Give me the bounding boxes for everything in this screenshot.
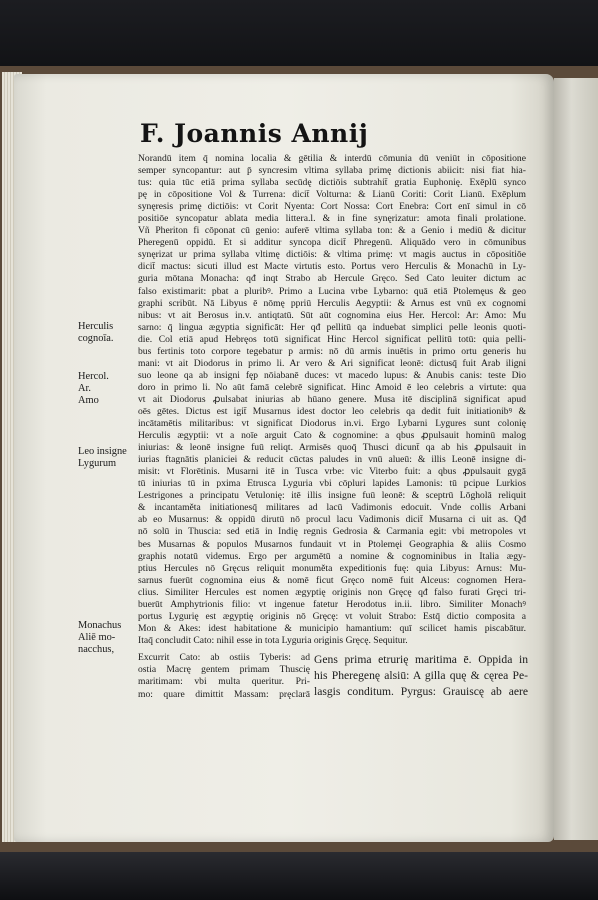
- binding-top: [0, 0, 598, 66]
- text-line: ab eo Musarnus: & oppidū dirutū nō procul lacu Vadimonis dicit̄ Musarna ci uit as. Qđ: [138, 514, 526, 526]
- text-line: portus Lygurię est ægyptię originis nō Gręcę: vt voluit Strabo: Estq̄ dictio composita a: [138, 610, 526, 622]
- margin-note-leo-insigne: [78, 446, 138, 470]
- text-line: sarno: q̄ lingua ægyptia significāt: Her qđ pellitū qa induebat simplici pelle leonis quoti-: [138, 321, 526, 333]
- margin-note-line: Leo insigne: [78, 446, 127, 457]
- text-line: tus: quia tūc etiā prima syllaba secūdę dictiōis subtrahit̄ gratia Euphonię. Exēplū synco: [138, 177, 526, 189]
- text-line: iurias ftagnātis planiciei & reducit cūctas paludes in vnū alueū: & illis Leonē insigne di-: [138, 454, 526, 466]
- margin-note-line: Ar.: [78, 383, 91, 395]
- text-line: Pheregenū oppidū. Et si additur syncopa dicit̄ Phregenū. Aliquādo vero in cōmunibus: [138, 237, 526, 249]
- binding-bottom: [0, 852, 598, 900]
- margin-note-line: Monachus: [78, 620, 122, 631]
- margin-note-hercol: [78, 371, 138, 408]
- text-line: dicit̄ mactus: sicuti illud est Macte virtutis esto. Portus vero Herculis & Monachū in Ly-: [138, 261, 526, 273]
- text-line: oēs gētes. Dictus est igit̄ Musarnus idest doctor leo celebris qa dedit fuit initiationibꝰ &: [138, 405, 526, 417]
- main-text-block: [138, 153, 526, 647]
- text-line: his Pheregenę alsiū: A gilla quę & cęrea Pe-: [314, 669, 528, 682]
- text-line: Norandū item q̄ nomina localia & gētilia & interdū cōmunia dū veniūt in cōpositione: [138, 153, 526, 164]
- text-line: mo: quare dimittit Massam: pręclarā: [138, 688, 310, 700]
- text-line: mani: vt ait Diodorus in primo li. Ar vero & Ari significat leonē: dictusq̄ fuit Arab iligni: [138, 357, 526, 369]
- text-line: ostia Macrę gentem primam Thuscię: [138, 664, 310, 676]
- text-line: Vñ Pheriton fi cōponat cū genio: auferē vltima syllaba ton: & a Genio i mediū & dicitur: [138, 225, 526, 237]
- text-line: & incantaměta initiationesq̄ militares ad lacū Vadimonis edocuit. Vnde collis Arbani: [138, 502, 526, 514]
- text-line: graphi scribūt. Nā Libyus ē nōmę ppriū Herculis Aegyptii: & Arnus est vnū ex cognomi: [138, 297, 526, 309]
- text-line: Itaq̄ concludit Cato: nihil esse in tota Lyguria originis Gręcę. Sequitur.: [138, 634, 408, 646]
- text-line: maritimam: vbi multa queritur. Pri-: [138, 676, 310, 688]
- text-line: Excurrit Cato: ab ostiis Tyberis: ad: [138, 652, 310, 663]
- margin-note-line: Amo: [78, 395, 99, 407]
- text-line: Lestrigones a principatu Vetulonię: itē illis insigne fuū leonē: & sceptrū Lōgholā reliquit: [138, 490, 526, 502]
- running-head: F. Joannis Annij: [140, 119, 369, 148]
- text-line: falso existimarit: pbat a pluribꝰ. Primo a Lucina vrbe Lybarno: quā etiā Ptolemęus & geo: [138, 285, 526, 297]
- margin-note-line: Aliē mo-: [78, 632, 116, 644]
- text-line: misit: vt Florētinis. Musarni itē in Tusca vrbe: vic Viterbo fuit: a qbus ꝓpulsauit gygā: [138, 466, 526, 478]
- text-line: iniurias: & leonē insigne fuū reliqt. Armisēs quoq̄ Thusci dicunt̄ qa ab his ꝓpulsauit in: [138, 442, 526, 454]
- text-line: positiōe syncopatur ablata media littera.l. & in fine synęrizatur: amota finali prolatione.: [138, 213, 526, 225]
- text-line: graphis notatū videmus. Ergo per argumētū a nomine & cognominibus in Italia ægy-: [138, 550, 526, 562]
- text-line: semper syncopantur: aut p̄ syncresim vltima syllaba primę dictionis abiicit: nisi fiat hia-: [138, 165, 526, 177]
- margin-note-herculis: [78, 321, 138, 345]
- text-line: clius. Similiter Hercules est nomen ægyptię originis non Gręcę qđ falso furati Gręci tri-: [138, 586, 526, 598]
- text-line: die. Col etiā apud Hebręos totū significat Hinc Hercol significat pellitū totū: quia pelli-: [138, 333, 526, 345]
- text-line: guria mōtana Monacha: qđ inqt Strabo ab Hercule Gręco. Sed Cato leuiter dictum ac: [138, 273, 526, 285]
- text-line: synęrizat ur prima syllaba vltimę dictiōis: & vltima primę: vt magis auctus in cōpositiōe: [138, 249, 526, 261]
- text-line: Herculis ægyptii: vt a noīe arguit Cato & cognomine: a qbus ꝓpulsauit hominū malog: [138, 430, 526, 442]
- text-line: doro in primo li. No aūt famā celebrē significat. Hinc Amoid ē leo celebris a virtute: qua: [138, 381, 526, 393]
- text-line: bus fertinis toto corpore tegebatur p armis: nō dū armis inuētis in primo ortu generis hu: [138, 345, 526, 357]
- facing-page-edge: [554, 78, 598, 840]
- margin-note-line: cognoīa.: [78, 333, 114, 345]
- text-line: ptius Hercules nō Gręcus reliquit monuměta expeditionis fuę: quia Libyus: Arnus: Mu-: [138, 562, 526, 574]
- margin-note-line: Herculis: [78, 321, 114, 332]
- source-text-column-right: [314, 652, 528, 700]
- text-line: Gens prima etrurię maritima ē. Oppida in: [314, 653, 528, 666]
- text-line: bes Musarnas & populos Musarnos fundauit vt in Ptolemęi Geographia & aliis Cosmo: [138, 538, 526, 550]
- text-line: nibus: vt ait Berosus in.v. antiqtatū. Sūt aūt cognomina eius Her. Hercol: Ar: Amo: Mu: [138, 309, 526, 321]
- text-line: pę in cōpositione Vol & Turrena: dicit̄ Volturna: & Lianū Coriti: Corit Lianū. Exēplum: [138, 189, 526, 201]
- text-line: tū iniurias tū in pxima Etrusca Lyguria vbi cōpluri lapides Lamonis: tū pcipue Lurkios: [138, 478, 526, 490]
- text-line: nō solū in Thuscia: sed etiā in Indię regnis Gedrosia & Carmania egit: vbi metropoles vt: [138, 526, 526, 538]
- margin-note-line: Lygurum: [78, 458, 117, 470]
- text-line: lasgis conditum. Pyrgus: Grauiscę ab aere: [314, 685, 528, 698]
- text-line: Mon & Akes: idest habitatione & municipio hamantium: quī scilicet hamis piscabātur.: [138, 622, 526, 634]
- text-line: incātamētis militaribus: vt significat Diodorus in.vi. Ergo Lybarni Lygures sunt colonię: [138, 418, 526, 430]
- margin-note-line: Hercol.: [78, 371, 109, 382]
- margin-note-monachus: [78, 620, 138, 657]
- text-line: synęresis primę dictiōis: vt Corit Nyenta: Cort Nossa: Cort Enebra: Cort enī simul in cō: [138, 201, 526, 213]
- text-line: vt ait Diodorus ꝓulsabat iniurias ab hūano genere. Musa itē disciplinā significat apud: [138, 393, 526, 405]
- text-line: buerūt Amphytrionis filio: vt ingenue fatetur Herodotus in.ii. libro. Similiter Monachꝰ: [138, 598, 526, 610]
- text-line: suo leone qa ab insigni fęp nōiabanē duces: vt macedo lupus: & Anubis canis: teste Dio: [138, 369, 526, 381]
- commentary-column-left: [138, 652, 310, 701]
- margin-note-line: nacchus,: [78, 644, 115, 656]
- text-line: sarnus fuerūt cognomina eius & nomē ficut Gręco nomē fuit Alceus: cognomen Hera-: [138, 574, 526, 586]
